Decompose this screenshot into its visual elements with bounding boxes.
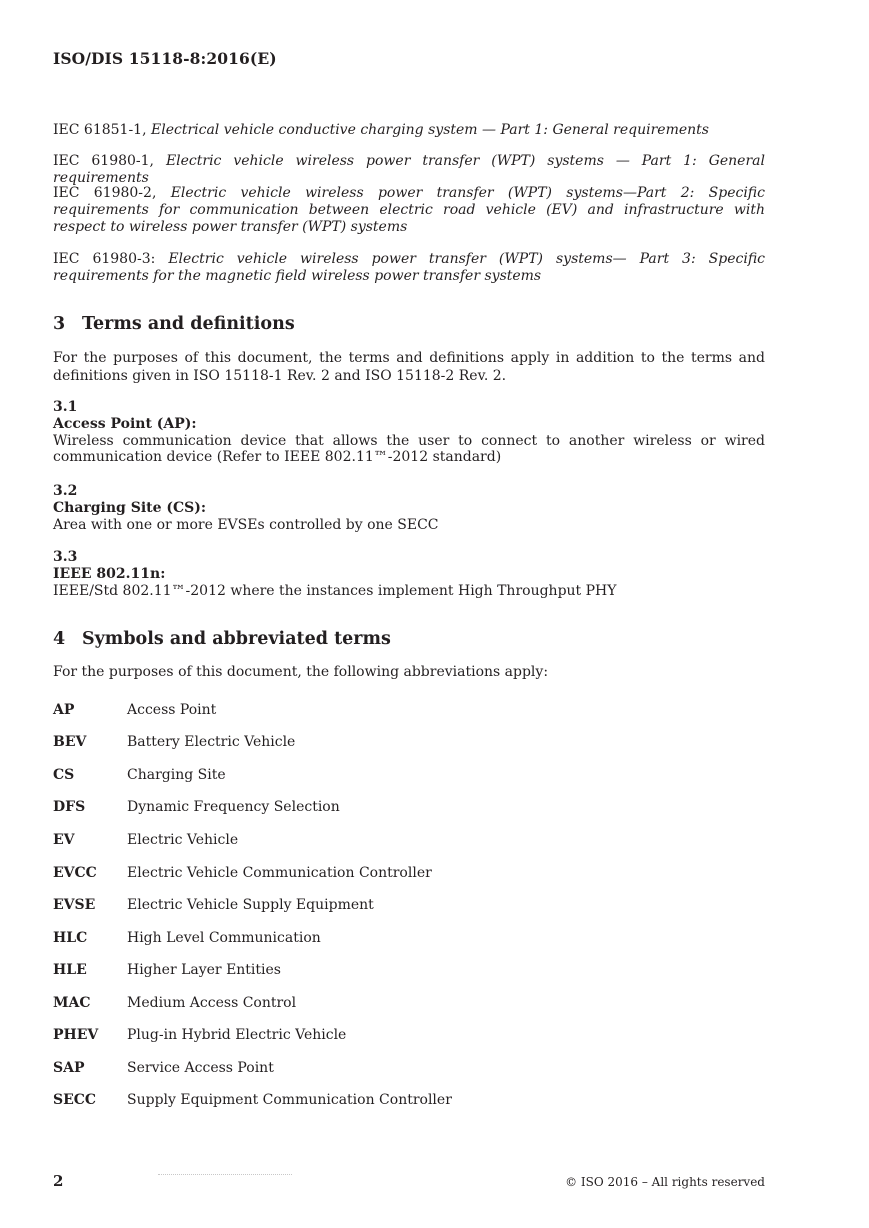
abbreviation-row [53, 995, 765, 1015]
term-name: IEEE 802.11n: [53, 565, 166, 582]
reference-title: Electric vehicle wireless power transfer (WPT) systems — Part 1: General requirements [53, 153, 765, 187]
reference-entry [53, 122, 765, 139]
abbreviation: AP [53, 702, 75, 718]
abbreviation-row [53, 1027, 765, 1047]
section-intro-paragraph: For the purposes of this document, the following abbreviations apply: [53, 664, 549, 680]
abbreviation: HLE [53, 962, 87, 978]
abbreviation: EV [53, 832, 75, 848]
term-entry [53, 399, 765, 466]
page-number: 2 [53, 1172, 64, 1190]
section-title: Symbols and abbreviated terms [82, 629, 391, 649]
document-page [53, 0, 765, 1228]
abbreviation: PHEV [53, 1027, 99, 1043]
term-name: Access Point (AP): [53, 415, 197, 432]
abbreviation: EVCC [53, 865, 97, 881]
abbreviation-definition: Access Point [127, 702, 217, 718]
reference-title: Electric vehicle wireless power transfer (WPT) systems—Part 2: Specific requirements for communication between electric road vehicle (EV) and infrastructure with respect to wireless power transfer (WPT) systems [53, 185, 765, 236]
term-number: 3.2 [53, 483, 78, 499]
reference-code: IEC 61851-1, [53, 122, 151, 138]
reference-title: Electrical vehicle conductive charging system — Part 1: General requirements [151, 122, 709, 138]
abbreviation-row [53, 1060, 765, 1080]
abbreviation-definition: Battery Electric Vehicle [127, 734, 296, 750]
abbreviation-definition: Electric Vehicle Supply Equipment [127, 897, 374, 913]
term-definition: Area with one or more EVSEs controlled by one SECC [53, 516, 439, 533]
abbreviation: CS [53, 767, 75, 783]
copyright-notice: © ISO 2016 – All rights reserved [565, 1175, 765, 1189]
reference-code: IEC 61980-1, [53, 153, 166, 169]
abbreviation-row [53, 767, 765, 787]
document-id-header: ISO/DIS 15118-8:2016(E) [53, 49, 277, 68]
abbreviation-definition: Electric Vehicle Communication Controller [127, 865, 432, 881]
abbreviation: EVSE [53, 897, 96, 913]
reference-code: IEC 61980-2, [53, 185, 171, 201]
abbreviation: MAC [53, 995, 91, 1011]
abbreviation-row [53, 930, 765, 950]
reference-entry [53, 185, 765, 237]
section-number: 3 [53, 314, 66, 334]
section-intro-paragraph: For the purposes of this document, the terms and definitions apply in addition to the terms and definitions given in ISO 15118-1 Rev. 2 and ISO 15118-2 Rev. 2. [53, 350, 765, 384]
abbreviation: HLC [53, 930, 88, 946]
abbreviation-definition: Supply Equipment Communication Controller [127, 1092, 452, 1108]
abbreviation-definition: High Level Communication [127, 930, 321, 946]
abbreviation: DFS [53, 799, 86, 815]
term-entry [53, 549, 765, 599]
abbreviation-row [53, 702, 765, 722]
term-definition: Wireless communication device that allows the user to connect to another wireless or wired communication device (Refer to IEEE 802.11™-2012 standard) [53, 432, 765, 466]
abbreviation-row [53, 1092, 765, 1112]
term-definition: IEEE/Std 802.11™-2012 where the instances implement High Throughput PHY [53, 582, 617, 599]
abbreviation-definition: Plug-in Hybrid Electric Vehicle [127, 1027, 347, 1043]
term-name: Charging Site (CS): [53, 499, 207, 516]
reference-entry [53, 153, 765, 187]
footer-divider [158, 1174, 292, 1177]
term-number: 3.3 [53, 549, 78, 565]
abbreviation-row [53, 962, 765, 982]
abbreviation-definition: Medium Access Control [127, 995, 297, 1011]
section-heading [53, 629, 391, 649]
abbreviation-definition: Higher Layer Entities [127, 962, 281, 978]
reference-title: Electric vehicle wireless power transfer (WPT) systems— Part 3: Specific requirements for the magnetic field wireless power transfer systems [53, 251, 765, 285]
abbreviation-row [53, 865, 765, 885]
abbreviation-row [53, 799, 765, 819]
abbreviation-row [53, 832, 765, 852]
abbreviation-definition: Electric Vehicle [127, 832, 239, 848]
abbreviation: SAP [53, 1060, 85, 1076]
section-number: 4 [53, 629, 66, 649]
term-entry [53, 483, 765, 533]
abbreviation-row [53, 897, 765, 917]
abbreviation-definition: Service Access Point [127, 1060, 274, 1076]
section-heading [53, 314, 295, 334]
term-number: 3.1 [53, 399, 78, 415]
abbreviation: SECC [53, 1092, 97, 1108]
abbreviation-definition: Charging Site [127, 767, 226, 783]
section-title: Terms and definitions [82, 314, 295, 334]
abbreviation-definition: Dynamic Frequency Selection [127, 799, 340, 815]
reference-code: IEC 61980-3: [53, 251, 169, 267]
abbreviation: BEV [53, 734, 87, 750]
reference-entry [53, 251, 765, 285]
abbreviation-row [53, 734, 765, 754]
